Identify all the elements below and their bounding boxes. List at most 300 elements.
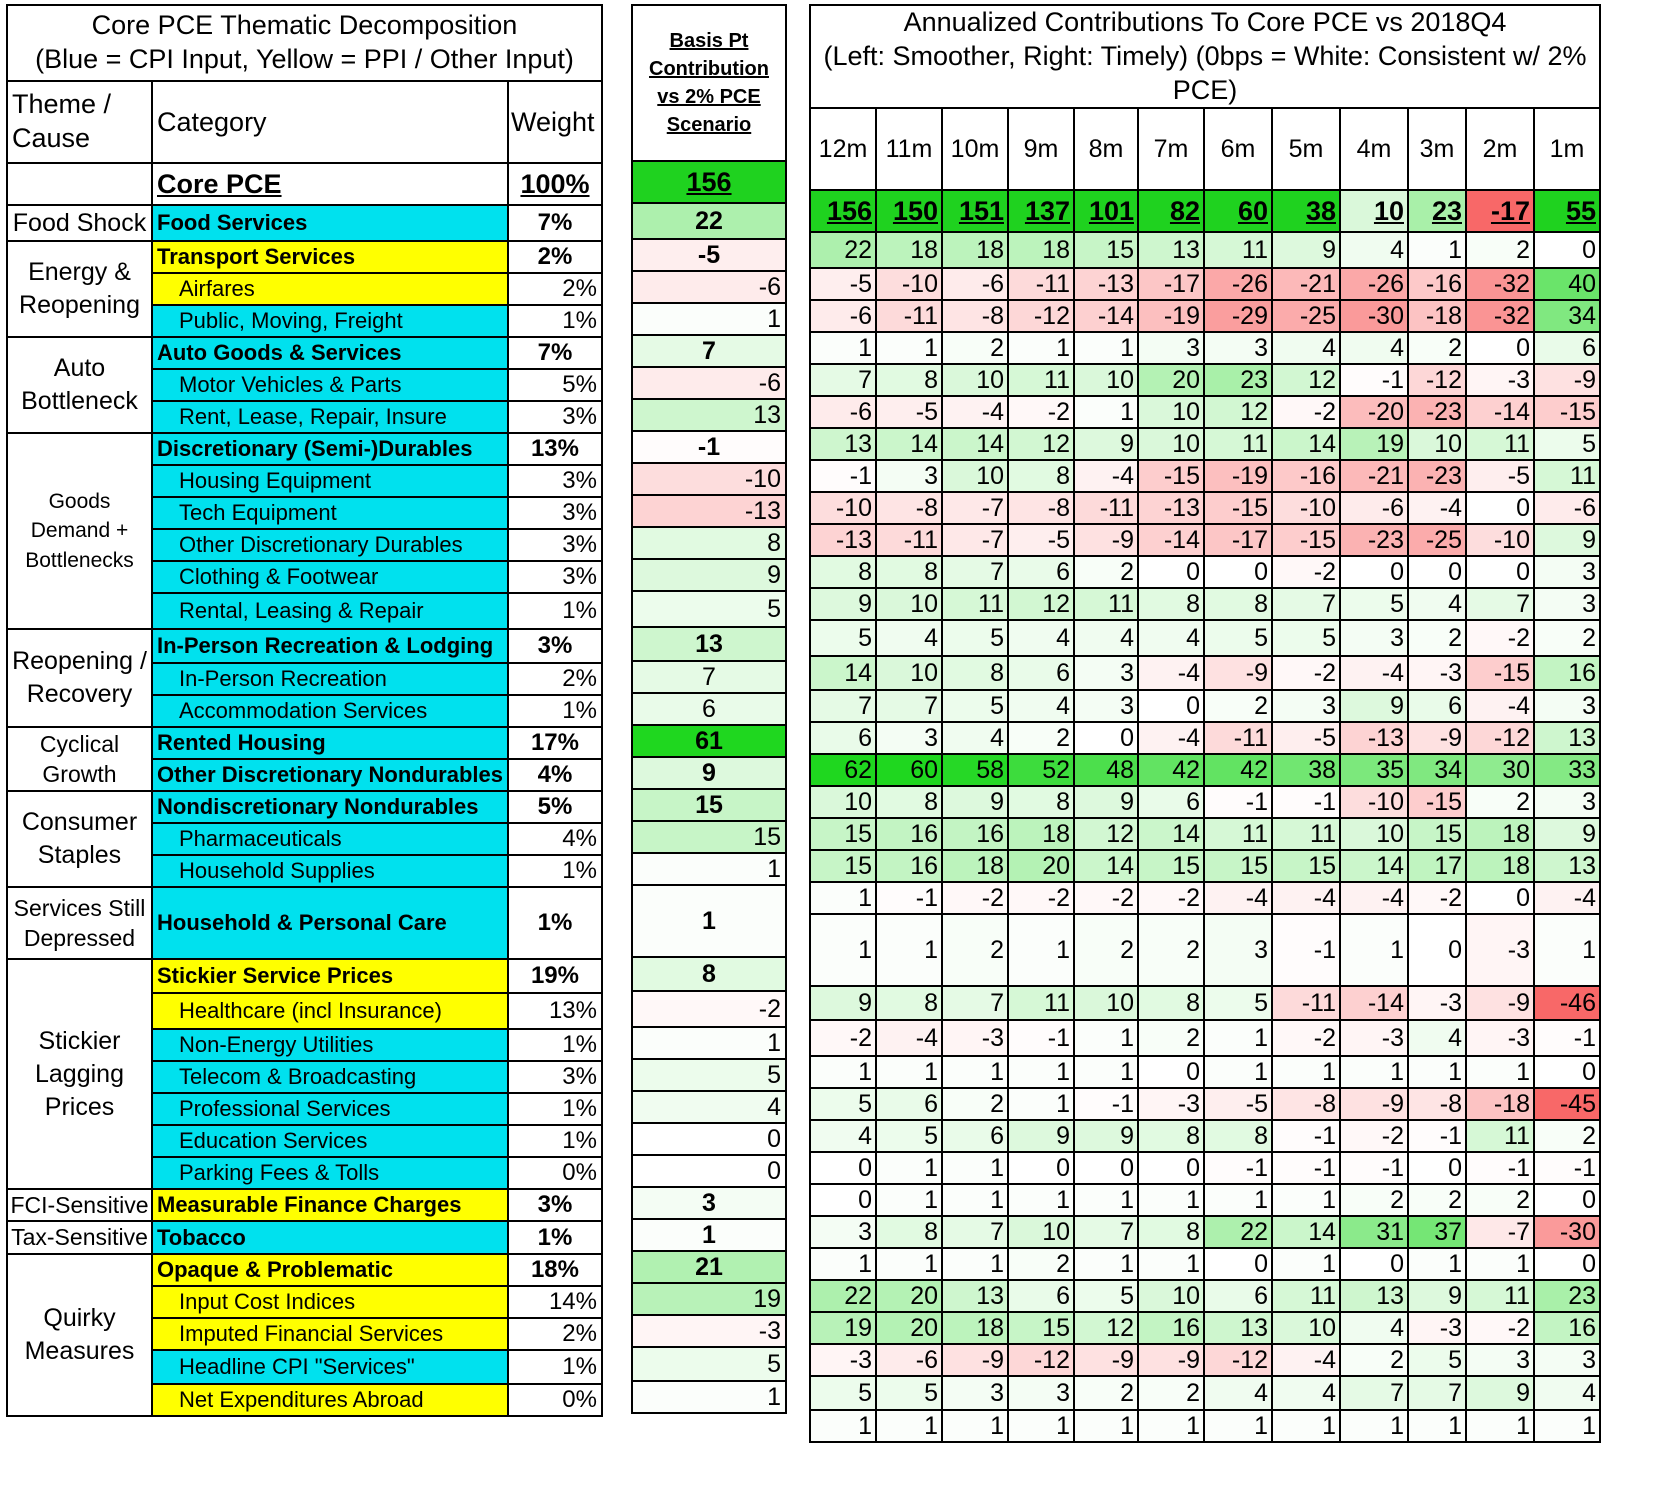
contribution-cell: 11 [1272,1280,1340,1312]
contribution-cell: -4 [1074,460,1138,492]
contribution-cell: 35 [1340,754,1408,786]
contribution-cell: -6 [810,300,876,332]
category-cell: Public, Moving, Freight [152,305,508,337]
bp-cell: 21 [632,1251,786,1283]
contribution-cell: 1 [1204,1056,1272,1088]
contribution-cell: 15 [1008,1312,1074,1344]
contribution-cell: 20 [1138,364,1204,396]
month-header-10m: 10m [942,108,1008,190]
contribution-cell: 16 [1534,656,1600,690]
contribution-cell: 60 [876,754,942,786]
contribution-cell: 7 [942,556,1008,588]
category-cell: Headline CPI "Services" [152,1350,508,1384]
contribution-cell: 1 [1408,232,1466,268]
contribution-cell: 1 [1408,1056,1466,1088]
contribution-cell: 22 [1204,1216,1272,1248]
contribution-cell: 4 [810,1120,876,1152]
contribution-cell: 12 [1074,1312,1138,1344]
contribution-cell: 17 [1408,850,1466,882]
category-cell: Rented Housing [152,727,508,759]
contribution-cell: 20 [1008,850,1074,882]
contribution-cell: 11 [1272,818,1340,850]
contribution-cell: -15 [1466,656,1534,690]
contribution-cell: 0 [1534,1184,1600,1216]
contribution-cell: 10 [876,588,942,620]
contribution-cell: 9 [1466,1376,1534,1410]
contribution-cell: 8 [1204,588,1272,620]
contribution-cell: 1 [810,1056,876,1088]
contribution-cell: 11 [1204,232,1272,268]
core-category: Core PCE [152,163,508,205]
contribution-cell: -4 [1272,882,1340,914]
contribution-cell: -2 [1272,1020,1340,1056]
contribution-cell: -2 [1008,396,1074,428]
bp-cell: 6 [632,693,786,725]
bp-cell: -2 [632,991,786,1027]
category-cell: Nondiscretionary Nondurables [152,791,508,823]
contribution-cell: 18 [942,850,1008,882]
contribution-cell: 1 [876,332,942,364]
contribution-cell: 11 [1008,986,1074,1020]
contribution-cell: -2 [1340,1120,1408,1152]
category-cell: Opaque & Problematic [152,1254,508,1286]
bp-cell: 13 [632,399,786,431]
theme-label: FCI-Sensitive [7,1189,152,1221]
contribution-cell: 3 [1534,588,1600,620]
weight-cell: 19% [508,959,602,993]
contribution-cell: 1 [1466,1248,1534,1280]
contribution-cell: 2 [1408,620,1466,656]
bp-cell: -13 [632,495,786,527]
contribution-cell: -8 [1272,1088,1340,1120]
contribution-cell: 2 [1138,1376,1204,1410]
contribution-cell: 16 [876,850,942,882]
contribution-cell: 13 [1534,850,1600,882]
contribution-cell: 2 [942,1088,1008,1120]
weight-cell: 1% [508,695,602,727]
contribution-cell: -8 [1408,1088,1466,1120]
contribution-cell: -8 [876,492,942,524]
bp-cell: 7 [632,335,786,367]
contribution-cell: -1 [1008,1020,1074,1056]
contribution-cell: 0 [1074,722,1138,754]
contribution-cell: 4 [1408,588,1466,620]
contribution-cell: 1 [810,882,876,914]
weight-cell: 17% [508,727,602,759]
right-title: Annualized Contributions To Core PCE vs 2018Q4 (Left: Smoother, Right: Timely) (0bps = White: Consistent w/ 2% PCE) [810,5,1600,108]
contribution-cell: 5 [876,1120,942,1152]
contribution-cell: 11 [1466,1120,1534,1152]
contribution-cell: -15 [1138,460,1204,492]
bp-cell: 13 [632,627,786,661]
contribution-cell: 1 [1204,1410,1272,1442]
contribution-cell: 42 [1138,754,1204,786]
contribution-cell: 3 [1534,690,1600,722]
contribution-cell: -6 [942,268,1008,300]
contribution-cell: 10 [1138,1280,1204,1312]
core-value: 151 [942,190,1008,232]
contribution-cell: 11 [1534,460,1600,492]
theme-label: Cyclical Growth [7,727,152,791]
contribution-cell: -10 [1272,492,1340,524]
contribution-cell: 1 [876,1248,942,1280]
contribution-cell: 3 [1204,914,1272,986]
category-cell: Discretionary (Semi-)Durables [152,433,508,465]
contribution-cell: -46 [1534,986,1600,1020]
contribution-cell: -3 [810,1344,876,1376]
contribution-cell: -2 [1466,1312,1534,1344]
category-cell: Airfares [152,273,508,305]
contribution-cell: 9 [1340,690,1408,722]
contribution-cell: -3 [1340,1020,1408,1056]
bp-cell: 61 [632,725,786,757]
bp-cell: -6 [632,367,786,399]
month-header-8m: 8m [1074,108,1138,190]
contribution-cell: -13 [1074,268,1138,300]
contribution-cell: 4 [876,620,942,656]
contribution-cell: -1 [876,882,942,914]
contribution-cell: 1 [1008,1410,1074,1442]
contribution-cell: 38 [1272,754,1340,786]
contribution-cell: -4 [876,1020,942,1056]
category-cell: Housing Equipment [152,465,508,497]
contribution-cell: 10 [1138,396,1204,428]
contribution-cell: 20 [876,1280,942,1312]
weight-cell: 1% [508,1350,602,1384]
weight-cell: 4% [508,759,602,791]
contribution-cell: 6 [1138,786,1204,818]
contribution-cell: 2 [1340,1344,1408,1376]
contribution-cell: 0 [1466,492,1534,524]
contribution-cell: 3 [942,1376,1008,1410]
bp-cell: 1 [632,1381,786,1413]
contribution-cell: 1 [1204,1184,1272,1216]
contribution-cell: 2 [1008,1248,1074,1280]
weight-cell: 1% [508,593,602,629]
contribution-cell: 3 [876,460,942,492]
contribution-cell: 6 [1408,690,1466,722]
contribution-cell: -1 [1534,1152,1600,1184]
contribution-cell: 2 [1340,1184,1408,1216]
category-cell: Input Cost Indices [152,1286,508,1318]
contribution-cell: -9 [942,1344,1008,1376]
category-cell: Motor Vehicles & Parts [152,369,508,401]
contribution-cell: -3 [1466,1020,1534,1056]
category-cell: Other Discretionary Durables [152,529,508,561]
bp-cell: 3 [632,1187,786,1219]
bp-cell: 5 [632,1347,786,1381]
contribution-cell: -15 [1534,396,1600,428]
contribution-cell: -5 [810,268,876,300]
contribution-cell: 8 [876,556,942,588]
contribution-cell: -6 [1534,492,1600,524]
category-cell: Rental, Leasing & Repair [152,593,508,629]
weight-cell: 13% [508,433,602,465]
contribution-cell: -6 [810,396,876,428]
contribution-cell: -9 [1074,1344,1138,1376]
contribution-cell: 5 [810,1376,876,1410]
category-cell: Clothing & Footwear [152,561,508,593]
contribution-cell: -23 [1408,396,1466,428]
contribution-cell: 8 [810,556,876,588]
core-weight: 100% [508,163,602,205]
weight-cell: 0% [508,1157,602,1189]
contribution-cell: 10 [810,786,876,818]
bp-cell: -1 [632,431,786,463]
contribution-cell: 14 [1074,850,1138,882]
contribution-cell: 15 [1074,232,1138,268]
contribution-cell: 14 [876,428,942,460]
contribution-cell: -12 [1466,722,1534,754]
contribution-cell: 1 [876,1056,942,1088]
contribution-cell: -4 [1204,882,1272,914]
category-cell: Accommodation Services [152,695,508,727]
contribution-cell: 6 [942,1120,1008,1152]
contribution-cell: -12 [1008,300,1074,332]
contribution-cell: 2 [1408,1184,1466,1216]
category-cell: Measurable Finance Charges [152,1189,508,1221]
bp-cell: 1 [632,303,786,335]
contribution-cell: 7 [1340,1376,1408,1410]
contribution-cell: 11 [1074,588,1138,620]
contribution-cell: 8 [876,364,942,396]
contribution-cell: 10 [942,364,1008,396]
contribution-cell: 1 [1534,1410,1600,1442]
category-cell: Healthcare (incl Insurance) [152,993,508,1029]
contribution-cell: -10 [1340,786,1408,818]
theme-label: Goods Demand + Bottlenecks [7,433,152,629]
contribution-cell: 0 [1466,882,1534,914]
contribution-cell: -3 [1138,1088,1204,1120]
contribution-cell: 14 [1138,818,1204,850]
weight-header: Weight [508,81,602,163]
month-header-1m: 1m [1534,108,1600,190]
contribution-cell: -26 [1204,268,1272,300]
contribution-cell: 13 [1340,1280,1408,1312]
contribution-cell: -25 [1272,300,1340,332]
contribution-cell: 1 [1204,1020,1272,1056]
contribution-cell: 18 [876,232,942,268]
theme-label: Energy & Reopening [7,241,152,337]
contribution-cell: 5 [1204,620,1272,656]
month-header-5m: 5m [1272,108,1340,190]
contribution-cell: -2 [1272,556,1340,588]
contribution-cell: 1 [942,1248,1008,1280]
contribution-cell: 0 [1534,1056,1600,1088]
contribution-cell: 23 [1534,1280,1600,1312]
contribution-cell: 40 [1534,268,1600,300]
contribution-cell: -14 [1466,396,1534,428]
contribution-cell: -25 [1408,524,1466,556]
contribution-cell: 1 [810,1248,876,1280]
weight-cell: 3% [508,561,602,593]
contribution-cell: 2 [1074,914,1138,986]
contribution-cell: -14 [1074,300,1138,332]
contribution-cell: -1 [1272,1152,1340,1184]
weight-cell: 2% [508,273,602,305]
contribution-cell: 10 [1138,428,1204,460]
contribution-cell: -11 [1074,492,1138,524]
contribution-cell: -7 [942,524,1008,556]
weight-cell: 1% [508,1125,602,1157]
core-value: 60 [1204,190,1272,232]
contribution-cell: -10 [810,492,876,524]
contribution-cell: -1 [1272,1120,1340,1152]
contribution-cell: 15 [810,850,876,882]
weight-cell: 4% [508,823,602,855]
contribution-cell: 3 [1138,332,1204,364]
contribution-cell: 1 [1340,914,1408,986]
core-value: 101 [1074,190,1138,232]
contribution-cell: 9 [1008,1120,1074,1152]
contribution-cell: 4 [1138,620,1204,656]
contribution-cell: 0 [1138,1152,1204,1184]
contribution-cell: 0 [1466,556,1534,588]
contribution-cell: 1 [1074,396,1138,428]
contribution-cell: 0 [1408,1152,1466,1184]
contribution-cell: 18 [942,232,1008,268]
contribution-cell: 9 [1408,1280,1466,1312]
theme-header: Theme / Cause [7,81,152,163]
contribution-cell: 0 [810,1184,876,1216]
core-value: 10 [1340,190,1408,232]
contribution-cell: 20 [876,1312,942,1344]
theme-label: Reopening / Recovery [7,629,152,727]
month-header-7m: 7m [1138,108,1204,190]
contribution-cell: 1 [1272,1184,1340,1216]
month-header-6m: 6m [1204,108,1272,190]
contribution-cell: 0 [1204,1248,1272,1280]
contribution-cell: 0 [1008,1152,1074,1184]
contribution-cell: 7 [810,690,876,722]
contribution-cell: 14 [1272,1216,1340,1248]
contribution-cell: -1 [1204,1152,1272,1184]
contribution-cell: -16 [1272,460,1340,492]
contribution-cell: -30 [1340,300,1408,332]
contribution-cell: -5 [876,396,942,428]
contribution-cell: 1 [1074,1410,1138,1442]
contribution-cell: 0 [1534,232,1600,268]
contribution-cell: 6 [810,722,876,754]
core-bp: 156 [632,161,786,203]
bp-cell: 1 [632,885,786,957]
contribution-cell: -9 [1408,722,1466,754]
contribution-cell: -18 [1466,1088,1534,1120]
contribution-cell: -8 [942,300,1008,332]
bp-cell: 1 [632,853,786,885]
contribution-cell: 8 [876,1216,942,1248]
category-cell: Professional Services [152,1093,508,1125]
core-theme-cell [7,163,152,205]
contribution-cell: 1 [942,1056,1008,1088]
theme-label: Consumer Staples [7,791,152,887]
contribution-cell: 4 [1272,1376,1340,1410]
contribution-cell: 11 [942,588,1008,620]
contribution-cell: 8 [1138,588,1204,620]
category-cell: Education Services [152,1125,508,1157]
contribution-cell: 19 [810,1312,876,1344]
contribution-cell: 1 [942,1184,1008,1216]
contribution-cell: 2 [1074,1376,1138,1410]
contribution-cell: -11 [1204,722,1272,754]
contribution-cell: 1 [1008,1184,1074,1216]
category-cell: Parking Fees & Tolls [152,1157,508,1189]
contribution-cell: 13 [1138,232,1204,268]
contribution-cell: -13 [810,524,876,556]
contribution-cell: -2 [942,882,1008,914]
contribution-cell: 6 [1008,1280,1074,1312]
contribution-cell: 18 [1008,232,1074,268]
contribution-cell: 1 [1074,1248,1138,1280]
theme-label: Quirky Measures [7,1254,152,1416]
category-header: Category [152,81,508,163]
contribution-cell: 10 [1008,1216,1074,1248]
contribution-cell: 2 [1138,1020,1204,1056]
contribution-cell: 7 [942,986,1008,1020]
contribution-cell: -1 [1534,1020,1600,1056]
bp-cell: -3 [632,1315,786,1347]
contribution-cell: 15 [1138,850,1204,882]
contribution-cell: 23 [1204,364,1272,396]
left-title: Core PCE Thematic Decomposition (Blue = CPI Input, Yellow = PPI / Other Input) [7,5,602,81]
contribution-cell: 8 [1204,1120,1272,1152]
contribution-cell: 5 [942,690,1008,722]
contribution-cell: 8 [876,786,942,818]
contribution-cell: 12 [1204,396,1272,428]
contribution-cell: 2 [942,332,1008,364]
category-cell: Food Services [152,205,508,241]
contribution-cell: 4 [942,722,1008,754]
contribution-cell: 1 [876,1410,942,1442]
weight-cell: 0% [508,1384,602,1416]
contribution-cell: 0 [1408,914,1466,986]
contribution-cell: -4 [1138,656,1204,690]
contribution-cell: -26 [1340,268,1408,300]
contribution-cell: 8 [942,656,1008,690]
contribution-cell: 13 [810,428,876,460]
contribution-cell: 2 [1466,1184,1534,1216]
contribution-cell: 0 [1138,690,1204,722]
category-cell: Auto Goods & Services [152,337,508,369]
category-cell: Tech Equipment [152,497,508,529]
contribution-cell: 16 [942,818,1008,850]
contribution-cell: -2 [1272,396,1340,428]
contribution-cell: 8 [1138,1120,1204,1152]
core-value: -17 [1466,190,1534,232]
contribution-cell: 5 [1204,986,1272,1020]
weight-cell: 1% [508,305,602,337]
theme-label: Tax-Sensitive [7,1221,152,1253]
weight-cell: 18% [508,1254,602,1286]
category-cell: Household Supplies [152,855,508,887]
contribution-cell: -1 [1408,1120,1466,1152]
month-header-12m: 12m [810,108,876,190]
weight-cell: 2% [508,1318,602,1350]
category-cell: Household & Personal Care [152,887,508,959]
contribution-cell: 0 [1534,1248,1600,1280]
contribution-cell: 2 [1466,232,1534,268]
contribution-cell: 9 [1074,1120,1138,1152]
contribution-cell: 9 [1074,428,1138,460]
contribution-cell: 13 [1534,722,1600,754]
contribution-cell: 1 [1138,1410,1204,1442]
month-header-11m: 11m [876,108,942,190]
contribution-cell: 9 [1074,786,1138,818]
contribution-cell: 1 [942,1410,1008,1442]
contribution-cell: 6 [1204,1280,1272,1312]
contribution-cell: 15 [1204,850,1272,882]
contribution-cell: -12 [1008,1344,1074,1376]
